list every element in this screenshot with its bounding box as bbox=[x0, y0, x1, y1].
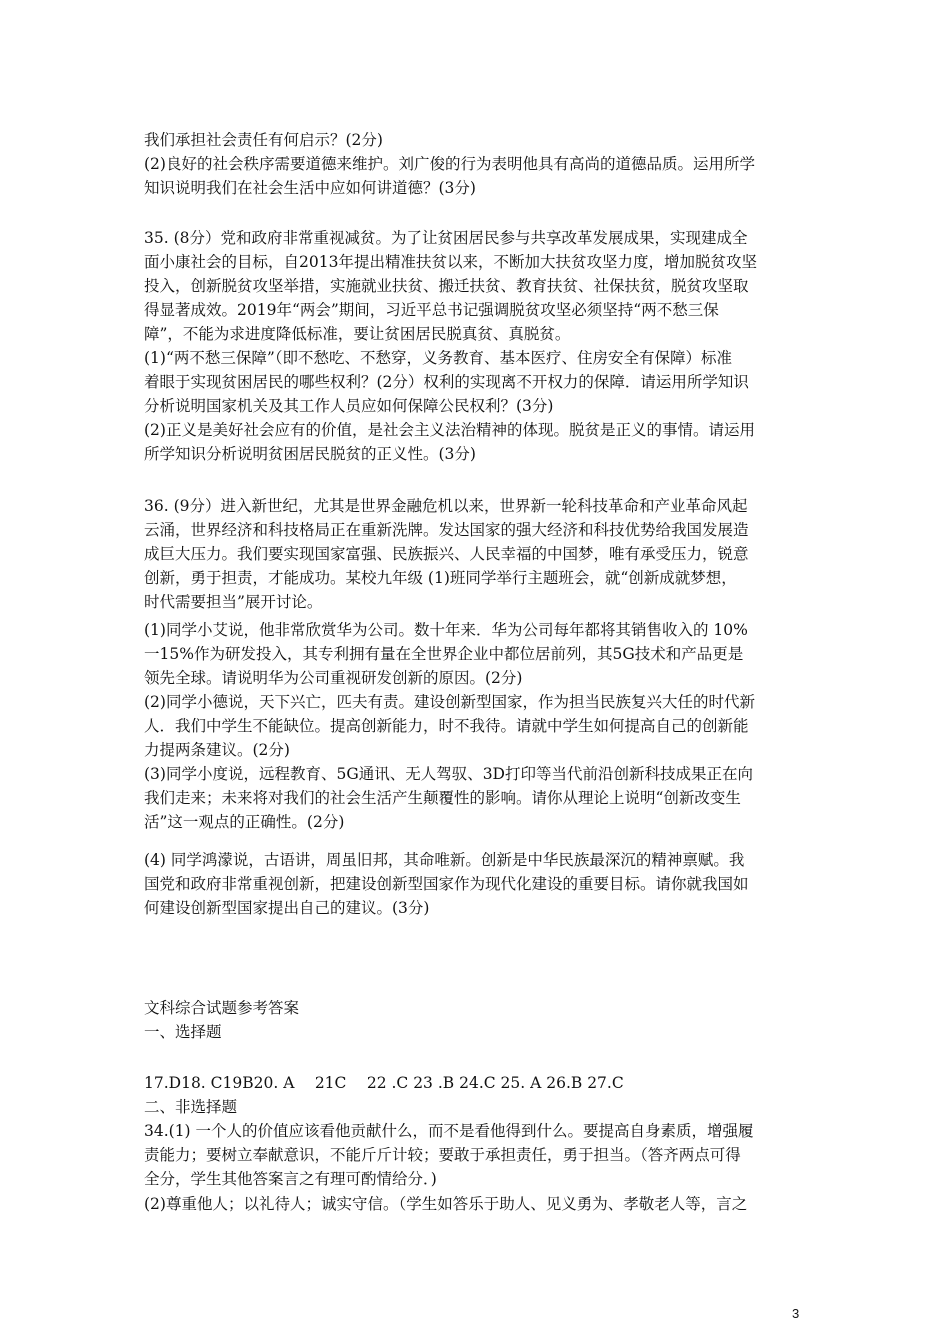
question-35-line: (2)正义是美好社会应有的价值，是社会主义法治精神的体现。脱贫是正义的事情。请运用 bbox=[144, 421, 755, 439]
section-heading: 二、非选择题 bbox=[144, 1098, 238, 1116]
text-line: 知识说明我们在社会生活中应如何讲道德？(3分) bbox=[144, 179, 476, 197]
answer-line: (2)尊重他人；以礼待人；诚实守信。（学生如答乐于助人、见义勇为、孝敬老人等，言之 bbox=[144, 1195, 748, 1213]
question-35-line: 投入，创新脱贫攻坚举措，实施就业扶贫、搬迁扶贫、教育扶贫、社保扶贫，脱贫攻坚取 bbox=[144, 277, 749, 295]
question-36-line: 云涌，世界经济和科技格局正在重新洗牌。发达国家的强大经济和科技优势给我国发展造 bbox=[144, 521, 749, 539]
question-36-line: 领先全球。请说明华为公司重视研发创新的原因。(2分) bbox=[144, 669, 523, 687]
question-36-line: 国党和政府非常重视创新，把建设创新型国家作为现代化建设的重要目标。请你就我国如 bbox=[144, 875, 749, 893]
text-line: 我们承担社会责任有何启示？(2分) bbox=[144, 131, 383, 149]
answer-line: 34.(1) 一个人的价值应该看他贡献什么，而不是看他得到什么。要提高自身素质，增强履 bbox=[144, 1122, 754, 1140]
section-heading: 一、选择题 bbox=[144, 1023, 222, 1041]
text-line: (2)良好的社会秩序需要道德来维护。刘广俊的行为表明他具有高尚的道德品质。运用所学 bbox=[144, 155, 755, 173]
question-36-line: 人．我们中学生不能缺位。提高创新能力，时不我待。请就中学生如何提高自己的创新能 bbox=[144, 717, 749, 735]
question-35-line: (1)“两不愁三保障”（即不愁吃、不愁穿，义务教育、基本医疗、住房安全有保障）标准 bbox=[144, 349, 733, 367]
question-35-line: 所学知识分析说明贫困居民脱贫的正义性。(3分) bbox=[144, 445, 476, 463]
page-number: 3 bbox=[792, 1306, 800, 1321]
question-35-line: 障”，不能为求进度降低标准，要让贫困居民脱真贫、真脱贫。 bbox=[144, 325, 571, 343]
question-35-line: 着眼于实现贫困居民的哪些权利？(2分）权利的实现离不开权力的保障．请运用所学知识 bbox=[144, 373, 749, 391]
question-36-line: (1)同学小艾说，他非常欣赏华为公司。数十年来．华为公司每年都将其销售收入的 10% bbox=[144, 621, 748, 639]
question-36-line: 成巨大压力。我们要实现国家富强、民族振兴、人民幸福的中国梦，唯有承受压力，锐意 bbox=[144, 545, 749, 563]
question-36-line: 一15%作为研发投入，其专利拥有量在全世界企业中都位居前列，其5G技术和产品更是 bbox=[144, 645, 744, 663]
question-36-line: 何建设创新型国家提出自己的建议。(3分) bbox=[144, 899, 430, 917]
question-36-line: 时代需要担当”展开讨论。 bbox=[144, 593, 323, 611]
question-35-line: 面小康社会的目标，自2013年提出精准扶贫以来，不断加大扶贫攻坚力度，增加脱贫攻坚 bbox=[144, 253, 757, 271]
question-35-line: 分析说明国家机关及其工作人员应如何保障公民权利？(3分) bbox=[144, 397, 554, 415]
question-35-line: 得显著成效。2019年“两会”期间，习近平总书记强调脱贫攻坚必须坚持“两不愁三保 bbox=[144, 301, 719, 319]
question-36-line: 36. (9分）进入新世纪，尤其是世界金融危机以来，世界新一轮科技革命和产业革命风起 bbox=[144, 497, 748, 515]
question-36-line: 力提两条建议。(2分) bbox=[144, 741, 290, 759]
question-35-line: 35. (8分）党和政府非常重视减贫。为了让贫困居民参与共享改革发展成果，实现建成全 bbox=[144, 229, 748, 247]
question-36-line: 我们走来；未来将对我们的社会生活产生颠覆性的影响。请你从理论上说明“创新改变生 bbox=[144, 789, 741, 807]
choice-answers: 17.D18. C19B20. A 21C 22 .C 23 .B 24.C 25. A 26.B 27.C bbox=[144, 1074, 624, 1092]
question-36-line: (4) 同学鸿濛说，古语讲，周虽旧邦，其命唯新。创新是中华民族最深沉的精神禀赋。我 bbox=[144, 851, 745, 869]
question-36-line: (2)同学小德说，天下兴亡，匹夫有责。建设创新型国家，作为担当民族复兴大任的时代新 bbox=[144, 693, 755, 711]
question-36-line: 创新，勇于担责，才能成功。某校九年级 (1)班同学举行主题班会，就“创新成就梦想， bbox=[144, 569, 737, 587]
answer-line: 全分，学生其他答案言之有理可酌情给分．) bbox=[144, 1170, 437, 1188]
answers-title: 文科综合试题参考答案 bbox=[144, 999, 300, 1017]
answer-line: 责能力；要树立奉献意识，不能斤斤计较；要敢于承担责任，勇于担当。（答齐两点可得 bbox=[144, 1146, 741, 1164]
question-36-line: (3)同学小度说，远程教育、5G通讯、无人驾驭、3D打印等当代前沿创新科技成果正在向 bbox=[144, 765, 753, 783]
question-36-line: 活”这一观点的正确性。(2分) bbox=[144, 813, 345, 831]
